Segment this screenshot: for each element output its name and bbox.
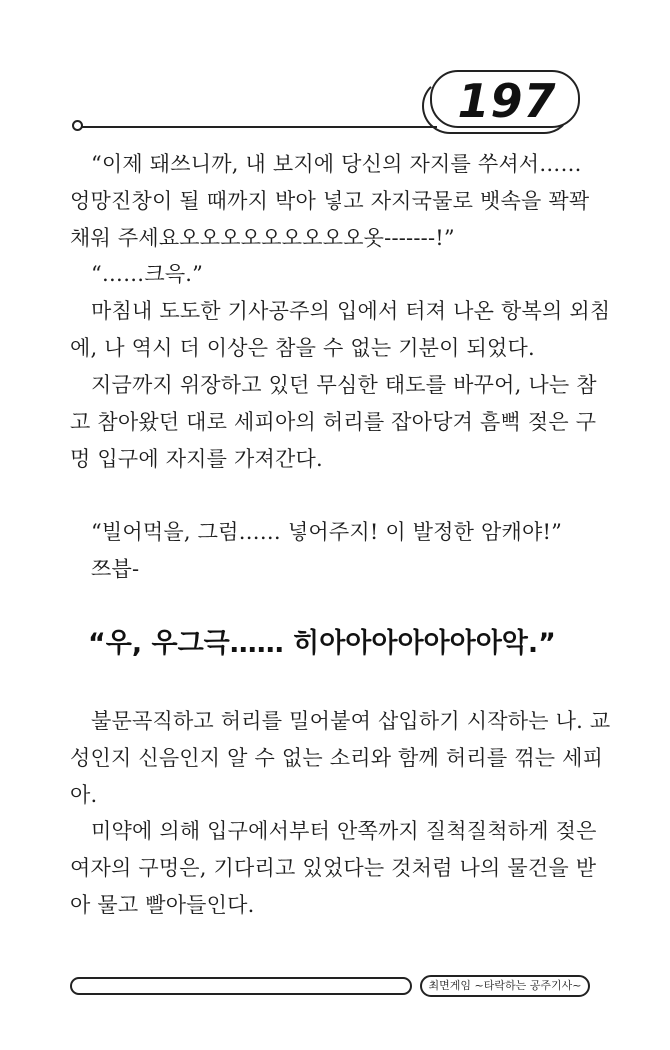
paragraph-narration-1 (70, 293, 611, 367)
page-footer (70, 975, 590, 997)
book-title: 최면게임 ~타락하는 공주기사~ (420, 975, 590, 997)
text-line: 성인지 신음인지 알 수 없는 소리와 함께 허리를 꺾는 세피 (70, 746, 604, 770)
page-header (70, 70, 590, 138)
text-line: 고 참아왔던 대로 세피아의 허리를 잡아당겨 흠뻑 젖은 구 (70, 410, 597, 434)
emphasized-shout: “우, 우그극…… 히아아아아아아아악.” (88, 628, 556, 659)
text-line: 마침내 도도한 기사공주의 입에서 터져 나온 항복의 외침 (91, 299, 611, 323)
header-rule (82, 126, 437, 128)
page-number-badge (430, 70, 580, 128)
paragraph-dialogue-2 (70, 256, 590, 293)
paragraph-sound-effect (70, 551, 590, 588)
text-line: 에, 나 역시 더 이상은 참을 수 없는 기분이 되었다. (70, 336, 535, 360)
text-line: 아. (70, 783, 98, 807)
text-line: 지금까지 위장하고 있던 무심한 태도를 바꾸어, 나는 참 (91, 373, 597, 397)
footer-rule-box (70, 977, 412, 995)
text-line: 여자의 구멍은, 기다리고 있었다는 것처럼 나의 물건을 받 (70, 856, 597, 880)
paragraph-dialogue-3 (70, 514, 590, 551)
text-line: “이제 돼쓰니까, 내 보지에 당신의 자지를 쑤셔서…… (91, 152, 582, 176)
text-line: 엉망진창이 될 때까지 박아 넣고 자지국물로 뱃속을 꽉꽉 (70, 189, 590, 213)
paragraph-dialogue-1 (70, 146, 590, 257)
text-line: 미약에 의해 입구에서부터 안쪽까지 질척질척하게 젖은 (91, 819, 597, 843)
paragraph-narration-3 (70, 703, 611, 814)
text-line: 아 물고 빨아들인다. (70, 893, 255, 917)
paragraph-narration-4 (70, 813, 597, 924)
text-line: 불문곡직하고 허리를 밀어붙여 삽입하기 시작하는 나. 교 (91, 709, 611, 733)
page-number: 197 (457, 74, 557, 128)
text-line: “……크윽.” (91, 262, 204, 286)
paragraph-narration-2 (70, 367, 597, 478)
text-line: 멍 입구에 자지를 가져간다. (70, 447, 323, 471)
text-line: 쯔븝- (91, 557, 140, 581)
text-line: “빌어먹을, 그럼…… 넣어주지! 이 발정한 암캐야!” (91, 520, 563, 544)
text-line: 채워 주세요오오오오오오오오오옷-------!” (70, 226, 455, 250)
